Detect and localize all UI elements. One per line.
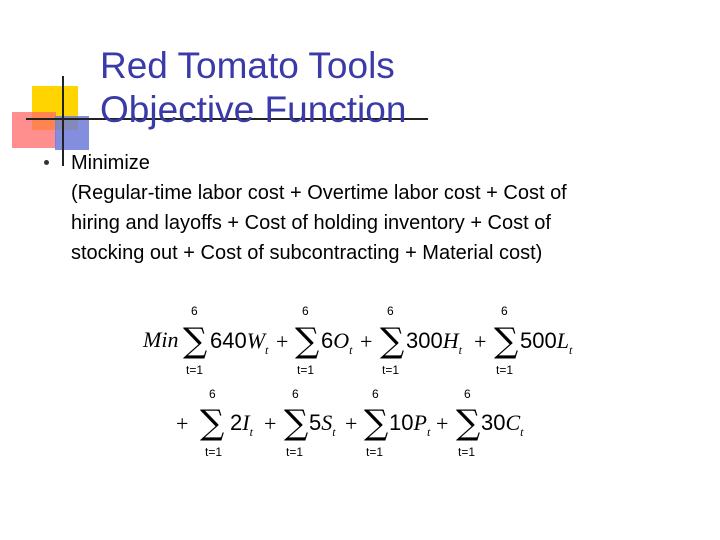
term-var: L <box>556 328 569 353</box>
formula-term <box>321 329 352 356</box>
sum-upper-limit: 6 <box>387 304 394 318</box>
term-var: W <box>246 328 266 353</box>
formula-term <box>389 411 430 438</box>
sum-lower-limit: t=1 <box>458 445 476 459</box>
summation-icon: ∑ <box>364 403 389 443</box>
term-coef: 300 <box>406 328 443 353</box>
sum-lower-limit: t=1 <box>205 445 223 459</box>
plus-sign: + <box>345 411 358 436</box>
term-coef: 6 <box>321 328 334 353</box>
plus-sign: + <box>436 411 449 436</box>
bullet-line: Minimize <box>71 152 150 174</box>
sum-lower-limit: t=1 <box>382 363 400 377</box>
plus-sign: + <box>176 411 189 436</box>
sum-lower-limit: t=1 <box>186 363 204 377</box>
term-sub: t <box>426 425 431 439</box>
term-sub: t <box>249 425 253 439</box>
plus-sign: + <box>360 329 373 354</box>
sum-upper-limit: 6 <box>292 387 299 401</box>
term-coef: 30 <box>481 410 506 435</box>
bullet-line: hiring and layoffs + Cost of holding inventory + Cost of <box>71 212 551 234</box>
formula-term <box>210 329 268 356</box>
term-coef: 5 <box>309 410 322 435</box>
plus-sign: + <box>276 329 289 354</box>
summation-icon: ∑ <box>295 321 320 361</box>
term-var: O <box>333 328 350 353</box>
term-sub: t <box>349 343 353 357</box>
summation-icon: ∑ <box>380 321 405 361</box>
sum-upper-limit: 6 <box>372 387 379 401</box>
term-coef: 2 <box>230 410 243 435</box>
sum-lower-limit: t=1 <box>496 363 514 377</box>
formula-term <box>309 411 336 438</box>
term-var: P <box>413 410 427 435</box>
bullet-line: stocking out + Cost of subcontracting + Material cost) <box>71 242 543 264</box>
sum-lower-limit: t=1 <box>286 445 304 459</box>
term-sub: t <box>568 343 573 357</box>
term-sub: t <box>265 343 269 357</box>
title-line-1: Red Tomato Tools <box>100 45 395 86</box>
summation-icon: ∑ <box>284 403 309 443</box>
sum-upper-limit: 6 <box>464 387 471 401</box>
plus-sign: + <box>264 411 277 436</box>
summation-icon: ∑ <box>200 403 225 443</box>
formula-term <box>481 411 524 438</box>
term-var: C <box>505 410 521 435</box>
sum-upper-limit: 6 <box>302 304 309 318</box>
title-line-2: Objective Function <box>100 89 407 130</box>
sum-upper-limit: 6 <box>191 304 198 318</box>
term-sub: t <box>520 425 524 439</box>
term-coef: 500 <box>520 328 557 353</box>
term-coef: 10 <box>389 410 414 435</box>
formula-term <box>406 329 462 356</box>
term-sub: t <box>458 343 462 357</box>
summation-icon: ∑ <box>494 321 519 361</box>
sum-lower-limit: t=1 <box>366 445 384 459</box>
term-sub: t <box>332 425 336 439</box>
summation-icon: ∑ <box>183 321 208 361</box>
term-var: H <box>442 328 459 353</box>
sum-upper-limit: 6 <box>501 304 508 318</box>
term-var: S <box>321 410 333 435</box>
term-coef: 640 <box>210 328 247 353</box>
min-label: Min <box>143 327 179 352</box>
formula-term <box>230 411 253 438</box>
bullet-line: (Regular-time labor cost + Overtime labor cost + Cost of <box>71 182 567 204</box>
term-var: I <box>242 410 250 435</box>
sum-lower-limit: t=1 <box>297 363 315 377</box>
formula-term <box>520 329 572 356</box>
plus-sign: + <box>474 329 487 354</box>
sum-upper-limit: 6 <box>209 387 216 401</box>
summation-icon: ∑ <box>456 403 481 443</box>
